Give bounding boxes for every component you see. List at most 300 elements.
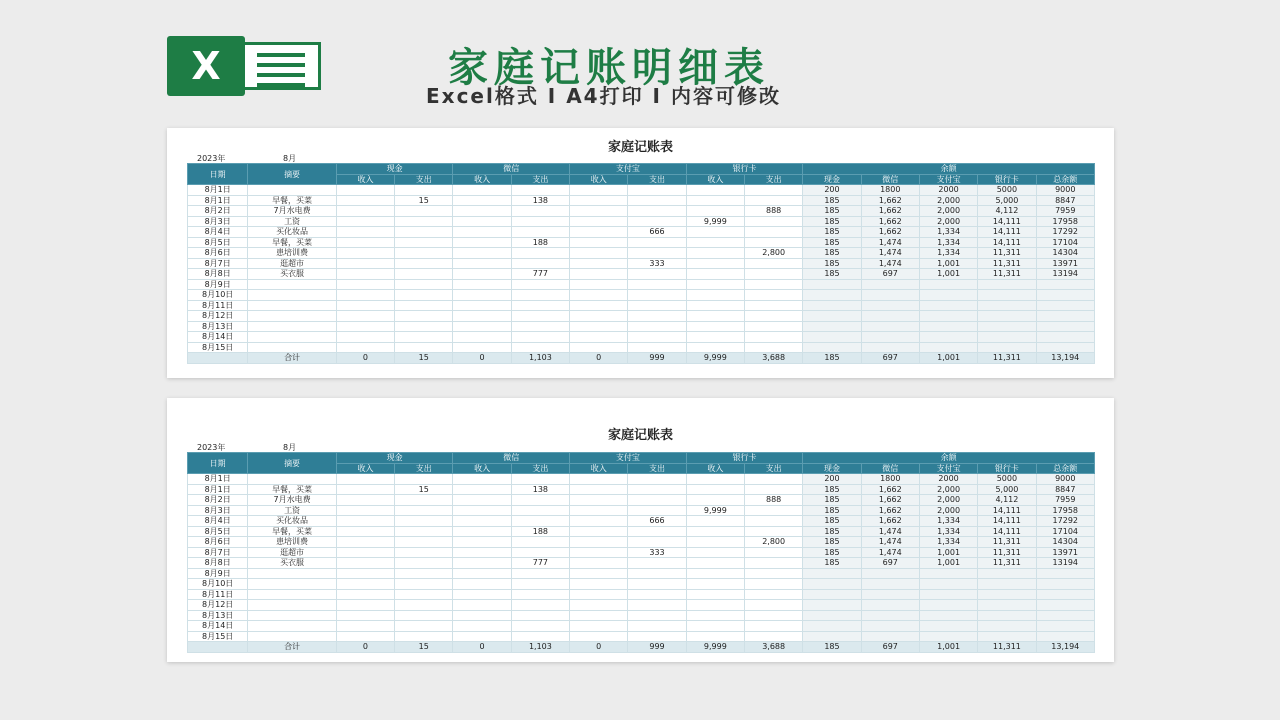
table-cell [919,342,977,353]
table-cell: 666 [628,516,686,527]
table-cell [511,579,569,590]
table-cell [744,321,802,332]
subheader-income: 收入 [336,174,394,185]
table-cell [395,537,453,548]
table-cell [511,206,569,217]
table-cell: 1,474 [861,258,919,269]
table-cell [570,342,628,353]
table-cell [453,332,511,343]
table-cell [744,300,802,311]
total-cell: 9,999 [686,642,744,653]
table-cell [336,300,394,311]
table-cell [686,631,744,642]
table-cell [511,495,569,506]
table-cell [686,269,744,280]
group-header-balance: 余额 [803,453,1095,464]
table-cell [919,300,977,311]
table-cell: 11,311 [978,258,1036,269]
table-cell [628,631,686,642]
table-cell [511,631,569,642]
table-cell [395,621,453,632]
table-cell [336,516,394,527]
subheader-expense: 支出 [744,174,802,185]
table-cell [744,311,802,322]
table-cell: 8月6日 [188,248,248,259]
subheader-income: 收入 [453,174,511,185]
table-cell [686,600,744,611]
table-cell: 1,001 [919,558,977,569]
table-cell [453,516,511,527]
table-cell: 8月13日 [188,610,248,621]
table-cell: 1,474 [861,237,919,248]
ledger-table [187,452,1095,653]
subheader-expense: 支出 [395,463,453,474]
table-cell: 8月11日 [188,589,248,600]
table-cell: 1,662 [861,206,919,217]
table-cell [511,290,569,301]
table-cell [686,290,744,301]
table-cell [570,195,628,206]
table-cell [744,600,802,611]
table-cell [570,579,628,590]
table-cell [336,332,394,343]
table-row [188,495,1095,506]
table-cell: 9000 [1036,474,1094,485]
table-cell [248,311,336,322]
table-cell [686,311,744,322]
month-label: 8月 [283,443,297,452]
page-title: 家庭记账明细表 [448,45,770,91]
table-cell [861,332,919,343]
ledger-table [187,163,1095,364]
table-cell [861,600,919,611]
table-cell [570,290,628,301]
table-cell [570,589,628,600]
table-cell [686,579,744,590]
table-cell: 13194 [1036,269,1094,280]
table-cell [453,290,511,301]
table-cell [453,342,511,353]
table-cell [453,237,511,248]
table-cell [744,227,802,238]
table-cell [919,631,977,642]
table-cell [978,600,1036,611]
table-cell [686,558,744,569]
table-cell [248,321,336,332]
table-cell [686,185,744,196]
table-cell: 5,000 [978,484,1036,495]
subheader-income: 收入 [570,463,628,474]
table-cell [744,526,802,537]
table-cell [395,332,453,343]
table-cell [744,237,802,248]
table-cell: 2,000 [919,216,977,227]
table-cell [336,495,394,506]
table-cell [628,621,686,632]
table-cell: 患培训费 [248,248,336,259]
table-cell [628,474,686,485]
table-cell: 1,474 [861,547,919,558]
table-row [188,321,1095,332]
table-cell [628,300,686,311]
table-cell: 200 [803,474,861,485]
table-cell: 8月10日 [188,579,248,590]
table-cell: 8月15日 [188,342,248,353]
subheader-expense: 支出 [628,174,686,185]
table-cell [803,279,861,290]
table-cell [978,342,1036,353]
total-cell: 13,194 [1036,353,1094,364]
table-cell [978,568,1036,579]
table-row [188,526,1095,537]
table-cell [395,547,453,558]
table-cell: 1,662 [861,516,919,527]
table-cell: 患培训费 [248,537,336,548]
table-cell [628,279,686,290]
table-cell: 9000 [1036,185,1094,196]
table-cell [395,321,453,332]
table-cell [570,610,628,621]
table-row [188,269,1095,280]
col-header-date: 日期 [188,164,248,185]
table-cell [570,206,628,217]
table-cell: 2,800 [744,248,802,259]
table-cell [744,332,802,343]
table-cell: 17292 [1036,227,1094,238]
table-cell: 13971 [1036,547,1094,558]
table-cell [395,474,453,485]
table-cell [744,258,802,269]
table-cell [919,589,977,600]
table-cell [336,526,394,537]
table-cell: 666 [628,227,686,238]
table-cell: 14304 [1036,537,1094,548]
table-cell [628,610,686,621]
table-cell [336,342,394,353]
table-cell [1036,579,1094,590]
table-cell: 14,111 [978,227,1036,238]
total-cell [188,642,248,653]
table-cell [395,206,453,217]
table-cell [803,621,861,632]
table-cell: 1,334 [919,227,977,238]
table-cell [395,248,453,259]
table-cell [803,589,861,600]
table-row [188,237,1095,248]
table-cell: 早餐，买菜 [248,195,336,206]
table-cell: 15 [395,195,453,206]
table-cell: 8月12日 [188,600,248,611]
table-cell [744,342,802,353]
subheader-expense: 支出 [628,463,686,474]
table-cell [395,227,453,238]
table-cell [336,568,394,579]
table-cell [570,300,628,311]
subheader-income: 收入 [570,174,628,185]
table-cell: 4,112 [978,206,1036,217]
table-cell [336,484,394,495]
table-cell [395,505,453,516]
table-cell [861,279,919,290]
table-cell: 185 [803,216,861,227]
table-cell [336,279,394,290]
table-cell [803,290,861,301]
table-cell [628,332,686,343]
table-cell: 8月2日 [188,206,248,217]
table-cell [336,185,394,196]
group-header: 现金 [336,453,453,464]
table-cell [511,589,569,600]
table-cell [336,321,394,332]
table-cell [336,227,394,238]
table-cell [744,279,802,290]
table-cell [744,568,802,579]
total-cell: 合计 [248,353,336,364]
total-cell: 0 [336,642,394,653]
sheet-grid-icon [237,42,321,90]
table-cell [628,290,686,301]
total-cell: 999 [628,353,686,364]
table-cell: 8月15日 [188,631,248,642]
table-cell: 15 [395,484,453,495]
table-cell [511,537,569,548]
table-row [188,216,1095,227]
table-cell [395,610,453,621]
table-cell [453,474,511,485]
table-cell: 8月5日 [188,237,248,248]
table-cell [744,269,802,280]
table-cell [1036,321,1094,332]
table-cell: 17958 [1036,505,1094,516]
table-cell [861,342,919,353]
table-cell [628,311,686,322]
col-header-summary: 摘要 [248,453,336,474]
table-cell [628,589,686,600]
table-cell: 2,000 [919,195,977,206]
table-cell [628,206,686,217]
table-cell: 185 [803,269,861,280]
table-cell [803,600,861,611]
table-cell: 买衣服 [248,269,336,280]
table-cell [978,621,1036,632]
total-cell: 697 [861,353,919,364]
table-cell [336,600,394,611]
table-cell [744,290,802,301]
table-cell: 4,112 [978,495,1036,506]
table-cell [336,610,394,621]
table-cell: 1,334 [919,248,977,259]
table-cell [248,474,336,485]
table-cell: 777 [511,558,569,569]
table-cell [861,568,919,579]
table-cell: 185 [803,505,861,516]
total-cell: 1,001 [919,642,977,653]
table-cell: 逛超市 [248,547,336,558]
table-cell [919,279,977,290]
table-cell [628,568,686,579]
table-cell [511,600,569,611]
table-cell: 1,662 [861,227,919,238]
table-cell [336,631,394,642]
table-cell: 8847 [1036,484,1094,495]
table-cell: 8月14日 [188,332,248,343]
table-cell: 888 [744,206,802,217]
table-cell [336,216,394,227]
table-cell: 8月2日 [188,495,248,506]
table-cell [395,579,453,590]
table-cell: 333 [628,258,686,269]
table-cell: 185 [803,484,861,495]
table-cell [395,216,453,227]
table-cell [978,610,1036,621]
table-cell [1036,342,1094,353]
table-cell: 188 [511,237,569,248]
total-cell: 0 [453,642,511,653]
total-cell: 1,103 [511,353,569,364]
table-cell [628,495,686,506]
table-cell [395,269,453,280]
table-cell [395,516,453,527]
table-cell [511,248,569,259]
table-cell: 185 [803,537,861,548]
table-cell: 1,334 [919,526,977,537]
table-cell [1036,631,1094,642]
table-cell [453,547,511,558]
sheet-title: 家庭记账表 [607,428,673,443]
table-cell: 697 [861,558,919,569]
group-header: 微信 [453,164,570,175]
table-cell [453,568,511,579]
table-cell [511,227,569,238]
header-row [188,453,1095,464]
group-header-balance: 余额 [803,164,1095,175]
total-cell: 1,001 [919,353,977,364]
table-row [188,342,1095,353]
table-cell [336,290,394,301]
table-cell [628,558,686,569]
total-cell: 9,999 [686,353,744,364]
table-cell [919,621,977,632]
ledger-sheet [167,398,1114,662]
subheader-income: 收入 [686,463,744,474]
total-cell: 合计 [248,642,336,653]
table-cell [248,342,336,353]
table-cell [628,216,686,227]
table-cell [336,579,394,590]
table-row [188,300,1095,311]
table-cell [919,610,977,621]
table-cell: 8月3日 [188,505,248,516]
table-cell [744,610,802,621]
table-cell [336,589,394,600]
group-header: 银行卡 [686,164,803,175]
table-cell [395,342,453,353]
table-cell: 697 [861,269,919,280]
table-cell: 买衣服 [248,558,336,569]
table-cell: 1,474 [861,526,919,537]
table-cell: 8月1日 [188,185,248,196]
ledger-sheet [167,128,1114,378]
table-cell [570,547,628,558]
table-cell [453,558,511,569]
table-cell [248,185,336,196]
table-cell [395,558,453,569]
table-cell [861,321,919,332]
table-cell: 200 [803,185,861,196]
table-cell [744,505,802,516]
table-cell [453,206,511,217]
table-cell: 2,800 [744,537,802,548]
table-cell: 1,001 [919,258,977,269]
table-cell: 8月8日 [188,269,248,280]
table-cell: 5000 [978,185,1036,196]
table-cell [1036,589,1094,600]
table-cell: 8月13日 [188,321,248,332]
table-cell [336,505,394,516]
table-cell [570,537,628,548]
table-cell [744,216,802,227]
col-header-date: 日期 [188,453,248,474]
table-cell: 11,311 [978,537,1036,548]
table-cell: 17104 [1036,237,1094,248]
table-cell [570,505,628,516]
table-cell [978,311,1036,322]
table-cell [248,332,336,343]
table-cell [453,537,511,548]
subheader-balance: 总余额 [1036,463,1094,474]
table-cell [803,342,861,353]
table-cell [861,631,919,642]
table-cell [861,589,919,600]
table-cell: 8月14日 [188,621,248,632]
table-cell [1036,610,1094,621]
table-cell: 早餐，买菜 [248,484,336,495]
table-cell [861,300,919,311]
table-cell: 8847 [1036,195,1094,206]
table-cell [395,589,453,600]
table-cell [453,311,511,322]
table-row [188,185,1095,196]
table-cell [248,290,336,301]
table-cell: 11,311 [978,248,1036,259]
table-cell [336,269,394,280]
subheader-income: 收入 [686,174,744,185]
table-cell: 1,474 [861,248,919,259]
table-cell: 8月1日 [188,474,248,485]
table-cell [686,547,744,558]
table-row [188,568,1095,579]
table-cell [1036,621,1094,632]
table-cell [686,568,744,579]
total-cell: 11,311 [978,353,1036,364]
table-cell: 777 [511,269,569,280]
excel-icon [167,36,323,96]
table-row [188,227,1095,238]
table-cell: 14,111 [978,516,1036,527]
table-cell [744,195,802,206]
table-row [188,279,1095,290]
table-cell [336,258,394,269]
table-cell [511,216,569,227]
table-cell: 888 [744,495,802,506]
table-cell: 8月12日 [188,311,248,322]
table-cell [686,610,744,621]
year-label: 2023年 [197,154,226,163]
table-cell [628,484,686,495]
table-cell [686,321,744,332]
table-cell [511,332,569,343]
total-row [188,642,1095,653]
